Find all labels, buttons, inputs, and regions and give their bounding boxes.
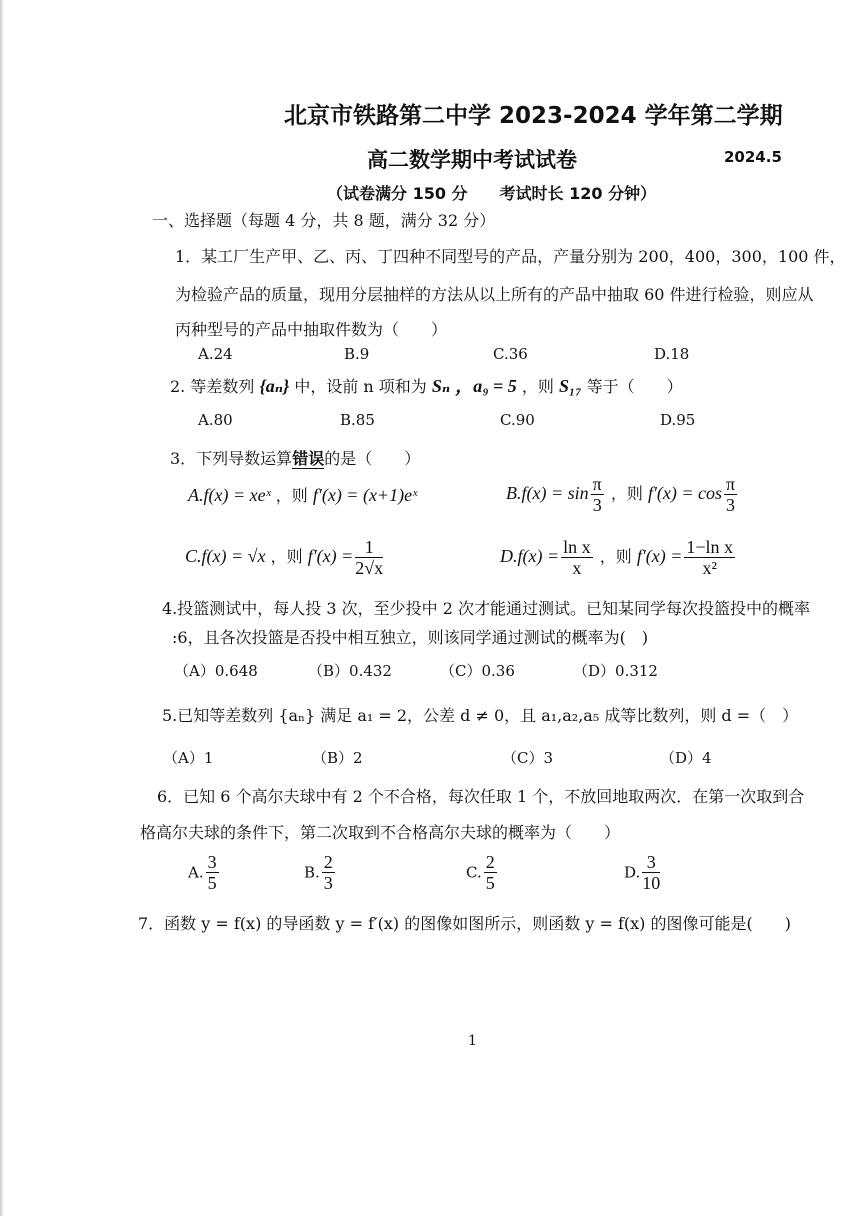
q6-option-c-den: 5 [485, 873, 495, 893]
q3-option-d-den: x [572, 558, 582, 578]
q6-option-d-fraction [642, 852, 660, 893]
q1-line3: 丙种型号的产品中抽取件数为（ ） [175, 320, 448, 339]
q6-line1: 6．已知 6 个高尔夫球中有 2 个不合格，每次任取 1 个，不放回地取两次．在第一次取到合 [157, 787, 805, 806]
q6-option-b [304, 852, 337, 893]
q6-option-d-num: 3 [642, 852, 660, 873]
q3-option-b-num: π [592, 474, 602, 494]
q2-option-a: A.80 [198, 411, 233, 429]
q3-option-b-num2: π [726, 474, 736, 494]
q2-sequence: {aₙ} [259, 376, 290, 396]
exam-info: （试卷满分 150 分 考试时长 120 分钟） [327, 184, 657, 203]
q4-option-d: （D）0.312 [573, 662, 658, 680]
q6-option-d [624, 852, 662, 893]
q2-option-c: C.90 [500, 411, 535, 429]
q3-option-d-then: ，则 [599, 547, 632, 566]
q6-option-c-fraction [484, 852, 497, 893]
q1-option-a: A.24 [198, 345, 233, 363]
q3-option-a [188, 485, 417, 507]
q2-stem [170, 375, 683, 398]
q3-stem-prefix: 3．下列导数运算 [170, 449, 293, 468]
q3-stem [170, 448, 420, 470]
q3-option-c-num: 1 [355, 537, 383, 558]
q6-option-a-label: A. [188, 863, 204, 882]
q3-option-d-num: ln x [563, 537, 591, 557]
q4-line2: :6，且各次投篮是否投中相互独立，则该同学通过测试的概率为( ) [172, 628, 649, 647]
q2-prefix: 2. 等差数列 [170, 377, 255, 396]
q3-option-b-function: B.f(x) = sin [506, 483, 589, 503]
q6-option-d-label: D. [624, 863, 641, 882]
q3-option-d-den2: x² [702, 558, 717, 578]
q3-option-c-then: ，则 [270, 547, 303, 566]
q3-option-b-fraction [591, 474, 604, 515]
q3-option-d-function: D.f(x) = [500, 546, 560, 566]
q6-option-a-num: 3 [207, 852, 217, 872]
q3-option-c-den: 2√x [355, 558, 384, 578]
q3-option-a-then: ，则 [275, 486, 308, 505]
q3-option-b-fraction2 [724, 474, 737, 515]
q6-option-c [466, 852, 499, 893]
q5-option-b: （B）2 [312, 749, 363, 767]
q3-option-a-derivative: f′(x) = (x+1)eˣ [312, 485, 418, 505]
q6-option-a-den: 5 [207, 873, 217, 893]
exam-date: 2024.5 [724, 148, 782, 166]
exam-title: 北京市铁路第二中学 2023-2024 学年第二学期 [284, 103, 783, 129]
q6-option-b-label: B. [304, 863, 320, 882]
q6-option-c-label: C. [466, 863, 482, 882]
q6-line2: 格高尔夫球的条件下，第二次取到不合格高尔夫球的概率为（ ） [140, 823, 621, 842]
q3-stem-suffix: 的是（ ） [324, 449, 421, 468]
page-number: 1 [468, 1033, 477, 1049]
q4-option-c: （C）0.36 [440, 662, 515, 680]
q3-option-d-num2: 1−ln x [686, 537, 734, 557]
q6-option-c-num: 2 [485, 852, 495, 872]
q5-option-a: （A）1 [163, 749, 214, 767]
q6-option-b-num: 2 [323, 852, 333, 872]
q2-condition: ，a₉ = 5 [455, 376, 517, 396]
q6-option-b-fraction [322, 852, 335, 893]
q2-option-b: B.85 [340, 411, 375, 429]
q3-option-c-fraction [355, 537, 383, 578]
q3-option-d-fraction [561, 537, 593, 578]
exam-subtitle: 高二数学期中考试试卷 [367, 148, 577, 172]
q3-option-b-then: ，则 [610, 484, 643, 503]
q3-option-b-derivative: f′(x) = cos [647, 483, 722, 503]
q2-s17: S₁₇ [559, 376, 582, 396]
q3-option-c [185, 537, 385, 578]
q3-option-d-fraction2 [684, 537, 735, 578]
q1-option-d: D.18 [654, 345, 690, 363]
q1-line2: 为检验产品的质量，现用分层抽样的方法从以上所有的产品中抽取 60 件进行检验，则应从 [175, 285, 814, 304]
q3-option-d [500, 537, 737, 578]
q3-stem-emphasis: 错误 [292, 449, 325, 468]
scan-edge-shadow [0, 0, 4, 1216]
q3-option-b-den: 3 [592, 495, 602, 515]
q3-option-a-function: A.f(x) = xeˣ [188, 485, 271, 505]
q4-option-b: （B）0.432 [308, 662, 392, 680]
section-heading: 一、选择题（每题 4 分，共 8 题，满分 32 分） [152, 211, 496, 230]
q2-mid1: 中，设前 n 项和为 [294, 377, 427, 396]
q3-option-c-derivative: f′(x) = [307, 546, 354, 566]
q3-option-b [506, 474, 739, 515]
q2-option-d: D.95 [660, 411, 696, 429]
q1-option-c: C.36 [493, 345, 528, 363]
q7-stem: 7．函数 y = f(x) 的导函数 y = f′(x) 的图像如图所示，则函数 y = f(x) 的图像可能是( ) [138, 914, 791, 933]
q3-option-b-den2: 3 [726, 495, 736, 515]
q1-line1: 1．某工厂生产甲、乙、丙、丁四种不同型号的产品，产量分别为 200，400，300，100 件， [175, 247, 846, 266]
q6-option-b-den: 3 [323, 873, 333, 893]
q6-option-a [188, 852, 221, 893]
q4-line1: 4.投篮测试中，每人投 3 次，至少投中 2 次才能通过测试。已知某同学每次投篮投中的概率 [162, 599, 810, 618]
q2-mid2: ，则 [521, 377, 554, 396]
q2-suffix: 等于（ ） [586, 377, 683, 396]
q3-option-d-derivative: f′(x) = [636, 546, 683, 566]
q5-option-c: （C）3 [502, 749, 554, 767]
q5-stem: 5.已知等差数列 {aₙ} 满足 a₁ = 2，公差 d ≠ 0，且 a₁,a₂,a₅ 成等比数列，则 d =（ ） [162, 706, 799, 725]
q5-option-d: （D）4 [660, 749, 712, 767]
q3-option-c-function: C.f(x) = √x [185, 546, 266, 566]
q6-option-d-den: 10 [642, 873, 661, 893]
q1-option-b: B.9 [344, 345, 370, 363]
q4-option-a: （A）0.648 [174, 662, 258, 680]
q2-sn: Sₙ [431, 376, 451, 396]
q6-option-a-fraction [206, 852, 219, 893]
